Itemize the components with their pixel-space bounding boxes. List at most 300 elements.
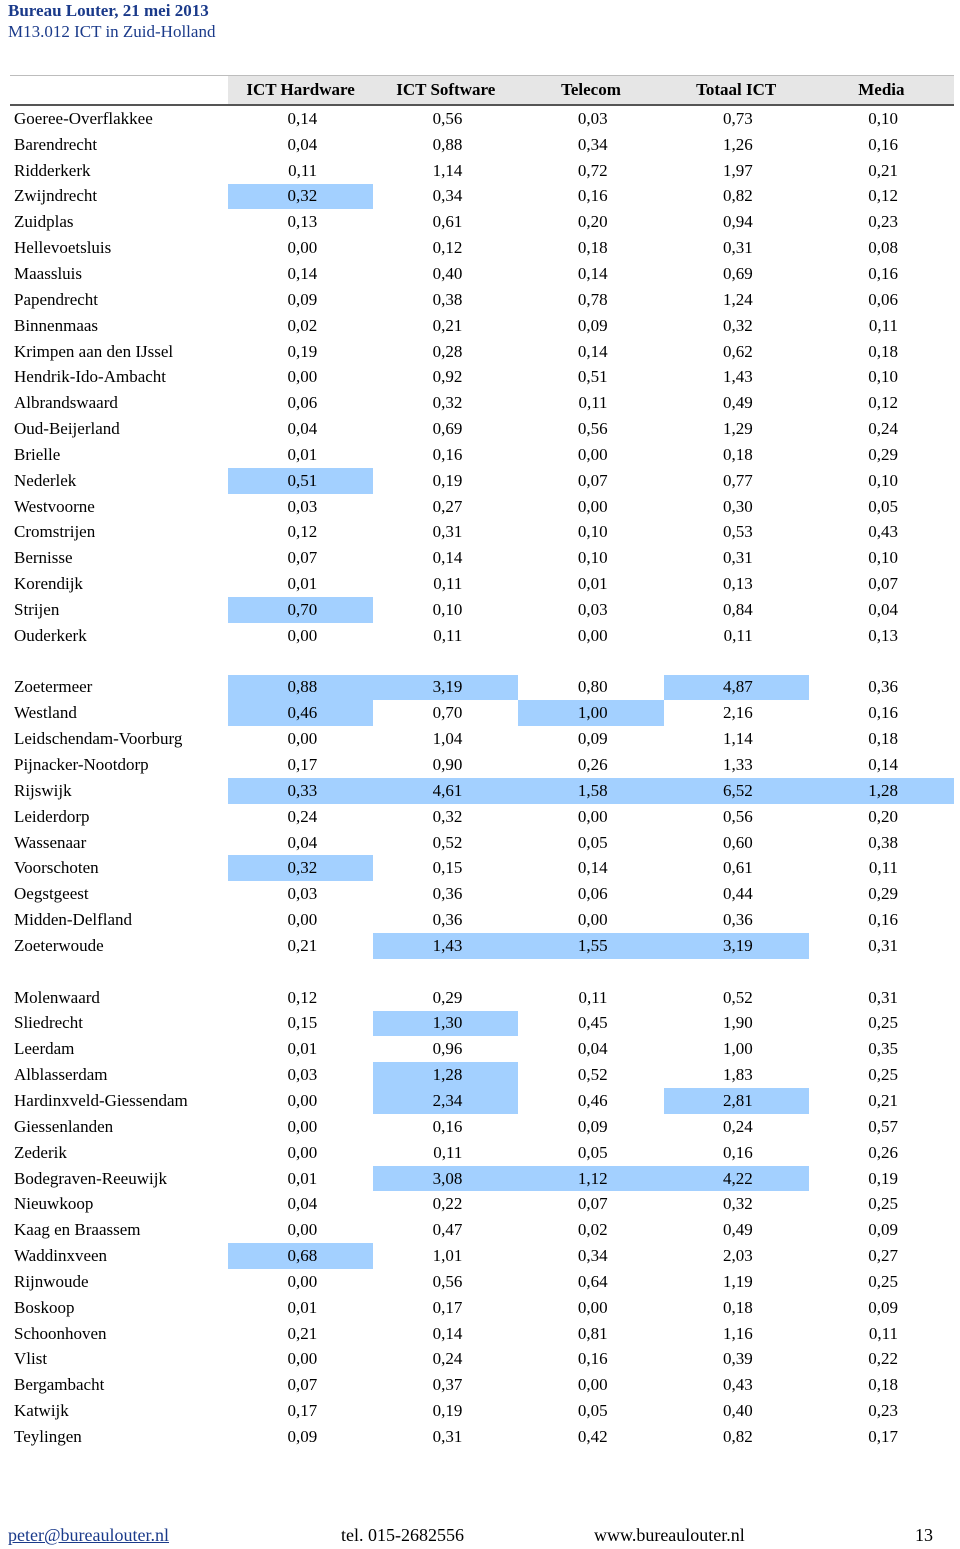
value-cell: 0,88 [432,134,463,154]
value-cell: 0,14 [868,755,898,775]
value-cell: 0,56 [432,108,463,128]
municipality-name: Korendijk [14,574,83,594]
value-cell: 0,09 [868,1220,898,1240]
value-cell: 1,24 [723,289,753,309]
value-cell: 3,08 [373,1166,518,1192]
value-cell: 0,14 [287,108,318,128]
spacer-cell [10,959,954,985]
value-cell: 1,14 [723,729,753,749]
value-cell: 4,22 [664,1166,809,1192]
municipality-name: Binnenmaas [14,315,99,335]
municipality-name: Rijnwoude [14,1271,89,1291]
value-cell: 0,07 [577,470,608,490]
value-cell: 0,16 [432,1116,463,1136]
value-cell: 1,58 [518,778,663,804]
value-cell: 0,34 [432,186,463,206]
value-cell: 0,09 [577,729,608,749]
value-cell: 0,64 [577,1271,608,1291]
footer-website: www.bureaulouter.nl [594,1525,745,1545]
table-row [10,364,954,390]
table-row [10,261,954,287]
municipality-name: Zoetermeer [14,677,93,697]
table-row [10,778,954,804]
table-row [10,1372,954,1398]
table-row [10,520,954,546]
value-cell: 0,24 [287,806,318,826]
municipality-name: Brielle [14,444,61,464]
value-cell: 0,31 [868,935,898,955]
value-cell: 0,51 [577,367,608,387]
value-cell: 0,39 [723,1349,753,1369]
table-row [10,1243,954,1269]
table-row [10,623,954,649]
value-cell: 0,60 [723,832,753,852]
value-cell: 0,10 [432,599,463,619]
value-cell: 0,15 [432,858,463,878]
municipality-name: Midden-Delfland [14,910,133,930]
municipality-name: Alblasserdam [14,1065,108,1085]
value-cell: 0,11 [433,625,463,645]
value-cell: 1,26 [723,134,753,154]
table-row [10,184,954,210]
value-cell: 3,19 [373,675,518,701]
value-cell: 0,26 [868,1142,898,1162]
table-row [10,1321,954,1347]
value-cell: 0,05 [577,1401,608,1421]
value-cell: 2,16 [723,703,753,723]
municipality-name: Strijen [14,599,60,619]
value-cell: 0,11 [578,987,608,1007]
value-cell: 1,43 [373,933,518,959]
value-cell: 1,43 [723,367,753,387]
value-cell: 0,11 [288,160,318,180]
table-row [10,1217,954,1243]
footer-phone: tel. 015-2682556 [341,1525,464,1545]
value-cell: 0,07 [287,1375,318,1395]
value-cell: 0,32 [228,184,373,210]
value-cell: 0,00 [577,1375,608,1395]
municipality-name: Albrandswaard [14,393,118,413]
column-header: Media [809,76,954,106]
value-cell: 0,70 [228,597,373,623]
table-row [10,1191,954,1217]
value-cell: 0,00 [287,625,318,645]
value-cell: 0,80 [577,677,608,697]
value-cell: 0,53 [723,522,753,542]
value-cell: 1,29 [723,419,753,439]
table-row [10,1398,954,1424]
value-cell: 0,00 [577,444,608,464]
table-row [10,390,954,416]
municipality-name: Papendrecht [14,289,99,309]
value-cell: 0,68 [228,1243,373,1269]
value-cell: 0,36 [868,677,898,697]
value-cell: 0,34 [577,134,608,154]
value-cell: 0,00 [287,910,318,930]
table-row [10,1140,954,1166]
page-number: 13 [915,1525,933,1545]
value-cell: 0,07 [577,1194,608,1214]
value-cell: 0,20 [577,212,608,232]
document-subtitle: M13.012 ICT in Zuid-Holland [8,22,216,41]
value-cell: 0,00 [577,806,608,826]
value-cell: 0,25 [868,1013,898,1033]
value-cell: 0,44 [723,884,753,904]
value-cell: 0,13 [723,574,753,594]
table-row [10,105,954,132]
table-row [10,442,954,468]
value-cell: 0,14 [577,263,608,283]
value-cell: 0,46 [577,1090,608,1110]
value-cell: 0,10 [868,367,898,387]
value-cell: 0,03 [577,108,608,128]
value-cell: 0,16 [577,1349,608,1369]
municipality-name: Westvoorne [14,496,95,516]
value-cell: 0,94 [723,212,753,232]
value-cell: 0,29 [868,884,898,904]
value-cell: 0,25 [868,1194,898,1214]
table-row [10,700,954,726]
table-row [10,1269,954,1295]
municipality-name: Bernisse [14,548,73,568]
municipality-name: Nieuwkoop [14,1194,94,1214]
municipality-name: Goeree-Overflakkee [14,108,153,128]
value-cell: 0,01 [287,444,318,464]
value-cell: 0,25 [868,1065,898,1085]
value-cell: 0,73 [723,108,753,128]
value-cell: 0,37 [432,1375,463,1395]
value-cell: 0,00 [287,1116,318,1136]
document-title: Bureau Louter, 21 mei 2013 [8,1,209,20]
value-cell: 0,12 [287,522,318,542]
value-cell: 1,97 [723,160,753,180]
table-row [10,339,954,365]
value-cell: 0,11 [868,858,898,878]
value-cell: 0,00 [577,910,608,930]
table-row [10,1424,954,1450]
value-cell: 0,16 [723,1142,753,1162]
table-row [10,571,954,597]
spacer-cell [10,649,954,675]
value-cell: 0,17 [432,1297,463,1317]
value-cell: 0,32 [228,855,373,881]
table-row [10,597,954,623]
value-cell: 0,42 [577,1426,608,1446]
value-cell: 0,24 [432,1349,463,1369]
value-cell: 0,32 [723,1194,753,1214]
value-cell: 6,52 [664,778,809,804]
value-cell: 0,00 [287,1220,318,1240]
group-spacer-row [10,649,954,675]
value-cell: 0,30 [723,496,753,516]
municipality-name: Kaag en Braassem [14,1220,141,1240]
value-cell: 0,06 [577,884,608,904]
value-cell: 0,31 [723,548,753,568]
value-cell: 0,11 [868,315,898,335]
value-cell: 0,10 [868,548,898,568]
value-cell: 0,22 [432,1194,463,1214]
table-row [10,881,954,907]
value-cell: 0,09 [577,315,608,335]
municipality-name: Zwijndrecht [14,186,98,206]
footer-email-link[interactable]: peter@bureaulouter.nl [8,1525,170,1545]
value-cell: 0,43 [723,1375,753,1395]
value-cell: 0,00 [287,238,318,258]
document-header [8,0,215,42]
municipality-name: Leerdam [14,1039,75,1059]
table-row [10,494,954,520]
value-cell: 1,83 [723,1065,753,1085]
value-cell: 0,32 [432,393,463,413]
value-cell: 0,33 [228,778,373,804]
value-cell: 0,69 [432,419,463,439]
value-cell: 0,77 [723,470,753,490]
value-cell: 0,36 [432,910,463,930]
municipality-name: Krimpen aan den IJssel [14,341,174,361]
value-cell: 0,84 [723,599,753,619]
value-cell: 0,28 [432,341,463,361]
value-cell: 1,04 [432,729,463,749]
table-row [10,158,954,184]
table-row [10,209,954,235]
table-row [10,933,954,959]
value-cell: 0,12 [868,186,898,206]
value-cell: 0,20 [868,806,898,826]
value-cell: 1,28 [809,778,954,804]
value-cell: 0,16 [868,134,898,154]
value-cell: 0,17 [868,1426,898,1446]
value-cell: 0,01 [287,574,318,594]
value-cell: 0,96 [432,1039,463,1059]
value-cell: 0,17 [287,1401,318,1421]
municipality-name: Teylingen [14,1426,82,1446]
value-cell: 0,16 [868,263,898,283]
value-cell: 0,78 [577,289,608,309]
value-cell: 0,49 [723,393,753,413]
municipality-name: Leidschendam-Voorburg [14,729,183,749]
municipality-name: Schoonhoven [14,1323,107,1343]
value-cell: 0,00 [287,729,318,749]
municipality-name: Leiderdorp [14,806,90,826]
value-cell: 0,14 [432,548,463,568]
value-cell: 0,21 [287,935,318,955]
municipality-name: Waddinxveen [14,1246,108,1266]
value-cell: 0,21 [287,1323,318,1343]
value-cell: 0,61 [723,858,753,878]
value-cell: 0,02 [577,1220,608,1240]
value-cell: 0,02 [287,315,318,335]
value-cell: 0,14 [577,341,608,361]
municipality-name: Pijnacker-Nootdorp [14,755,149,775]
table-row [10,985,954,1011]
municipality-name: Boskoop [14,1297,75,1317]
value-cell: 0,40 [432,263,463,283]
value-cell: 0,00 [287,1271,318,1291]
value-cell: 0,56 [723,806,753,826]
value-cell: 0,24 [868,419,898,439]
value-cell: 2,03 [723,1246,753,1266]
value-cell: 0,17 [287,755,318,775]
value-cell: 0,12 [432,238,463,258]
value-cell: 0,03 [577,599,608,619]
value-cell: 4,61 [373,778,518,804]
value-cell: 0,16 [868,910,898,930]
value-cell: 0,31 [432,522,463,542]
municipality-name: Barendrecht [14,134,98,154]
value-cell: 0,10 [577,522,608,542]
value-cell: 0,16 [577,186,608,206]
value-cell: 0,32 [723,315,753,335]
value-cell: 0,92 [432,367,463,387]
value-cell: 0,01 [577,574,608,594]
value-cell: 0,04 [287,419,318,439]
municipality-name: Giessenlanden [14,1116,114,1136]
header-blank-cell [10,76,228,106]
value-cell: 0,04 [287,134,318,154]
column-header: Totaal ICT [664,76,809,106]
municipality-name: Sliedrecht [14,1013,83,1033]
value-cell: 0,10 [577,548,608,568]
table-row [10,1088,954,1114]
value-cell: 0,18 [868,1375,898,1395]
table-row [10,468,954,494]
value-cell: 0,11 [433,574,463,594]
value-cell: 0,00 [577,1297,608,1317]
value-cell: 0,01 [287,1039,318,1059]
table-row [10,855,954,881]
value-cell: 0,56 [577,419,608,439]
table-row [10,1036,954,1062]
table-row [10,804,954,830]
value-cell: 0,01 [287,1168,318,1188]
value-cell: 0,07 [868,574,898,594]
value-cell: 0,11 [433,1142,463,1162]
value-cell: 0,09 [287,289,318,309]
value-cell: 0,16 [432,444,463,464]
value-cell: 0,01 [287,1297,318,1317]
municipality-name: Hendrik-Ido-Ambacht [14,367,167,387]
value-cell: 0,08 [868,238,898,258]
table-row [10,907,954,933]
municipality-name: Ridderkerk [14,160,91,180]
value-cell: 0,14 [287,263,318,283]
table-row [10,726,954,752]
value-cell: 0,05 [577,832,608,852]
value-cell: 0,19 [868,1168,898,1188]
value-cell: 0,13 [868,625,898,645]
value-cell: 0,27 [432,496,463,516]
municipality-name: Hardinxveld-Giessendam [14,1090,188,1110]
column-header: ICT Software [373,76,518,106]
value-cell: 0,49 [723,1220,753,1240]
value-cell: 0,13 [287,212,318,232]
municipality-name: Molenwaard [14,987,100,1007]
table-row [10,752,954,778]
value-cell: 0,32 [432,806,463,826]
value-cell: 0,15 [287,1013,318,1033]
value-cell: 0,14 [577,858,608,878]
value-cell: 0,22 [868,1349,898,1369]
value-cell: 4,87 [664,675,809,701]
value-cell: 0,09 [868,1297,898,1317]
value-cell: 0,04 [287,832,318,852]
value-cell: 0,31 [432,1426,463,1446]
table-row [10,416,954,442]
municipality-name: Westland [14,703,77,723]
value-cell: 0,27 [868,1246,898,1266]
value-cell: 0,70 [432,703,463,723]
value-cell: 0,45 [577,1013,608,1033]
table-row [10,1062,954,1088]
value-cell: 0,18 [868,729,898,749]
value-cell: 0,18 [868,341,898,361]
value-cell: 2,81 [664,1088,809,1114]
value-cell: 0,11 [723,625,753,645]
value-cell: 0,00 [287,1349,318,1369]
value-cell: 0,11 [868,1323,898,1343]
value-cell: 0,29 [868,444,898,464]
municipality-name: Katwijk [14,1401,69,1421]
value-cell: 0,43 [868,522,898,542]
value-cell: 0,10 [868,470,898,490]
value-cell: 1,55 [518,933,663,959]
table-body [10,105,954,1450]
value-cell: 0,18 [723,1297,753,1317]
municipality-name: Oegstgeest [14,884,89,904]
value-cell: 0,29 [432,987,463,1007]
municipality-name: Voorschoten [14,858,99,878]
municipality-name: Ouderkerk [14,625,87,645]
value-cell: 0,09 [577,1116,608,1136]
value-cell: 0,69 [723,263,753,283]
municipality-name: Wassenaar [14,832,87,852]
table-row [10,235,954,261]
municipality-name: Oud-Beijerland [14,419,120,439]
value-cell: 0,04 [287,1194,318,1214]
value-cell: 3,19 [664,933,809,959]
value-cell: 0,12 [868,393,898,413]
value-cell: 0,52 [577,1065,608,1085]
column-header: ICT Hardware [228,76,373,106]
value-cell: 0,56 [432,1271,463,1291]
value-cell: 0,05 [577,1142,608,1162]
value-cell: 0,03 [287,496,318,516]
table-row [10,1114,954,1140]
value-cell: 0,18 [577,238,608,258]
value-cell: 0,82 [723,1426,753,1446]
table-row [10,675,954,701]
value-cell: 1,16 [723,1323,753,1343]
value-cell: 0,14 [432,1323,463,1343]
value-cell: 1,28 [373,1062,518,1088]
municipality-name: Bergambacht [14,1375,105,1395]
value-cell: 0,03 [287,1065,318,1085]
municipality-name: Maassluis [14,263,82,283]
ict-table [10,75,954,1450]
table-row [10,1347,954,1373]
value-cell: 0,06 [287,393,318,413]
value-cell: 1,14 [432,160,463,180]
value-cell: 0,34 [577,1246,608,1266]
table-row [10,1166,954,1192]
municipality-name: Zoeterwoude [14,935,104,955]
municipality-name: Vlist [14,1349,48,1369]
value-cell: 0,05 [868,496,898,516]
value-cell: 0,90 [432,755,463,775]
table-header-row [10,76,954,106]
municipality-name: Rijswijk [14,780,72,800]
value-cell: 0,31 [868,987,898,1007]
